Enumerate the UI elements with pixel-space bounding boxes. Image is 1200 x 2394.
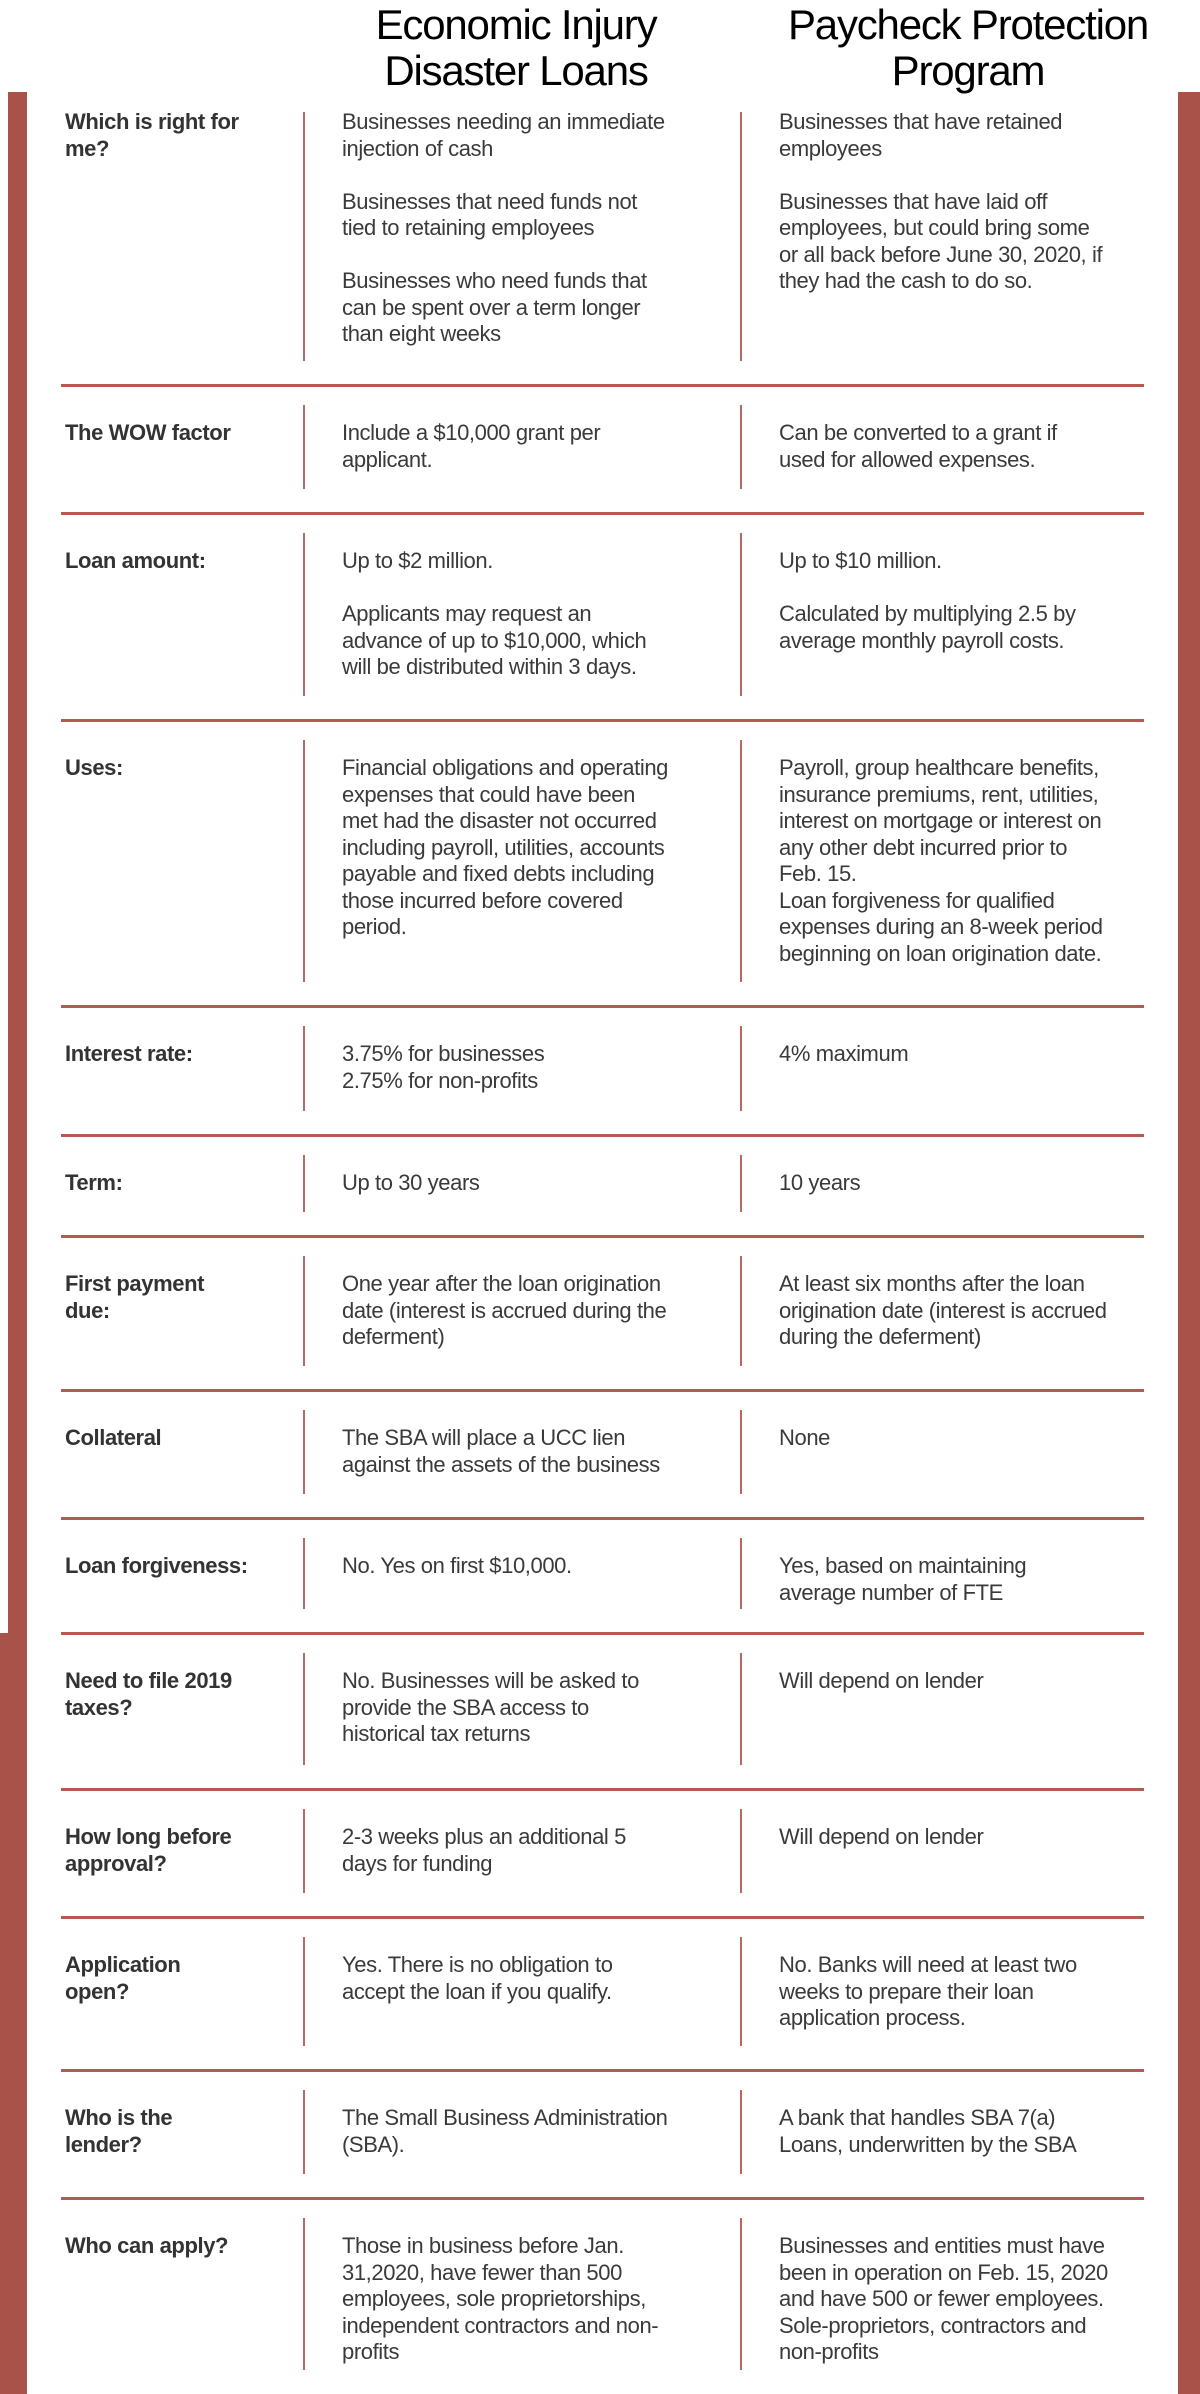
row-separator [61,1916,1144,1919]
row-label: Application open? [65,1952,181,2004]
row-label: Uses: [65,755,123,780]
eidl-cell [342,548,646,681]
ppp-cell [779,1170,860,1197]
column-divider [740,1410,742,1494]
ppp-cell-paragraph: 10 years [779,1170,861,1195]
ppp-cell [779,2105,1076,2158]
column-divider [740,112,742,361]
eidl-cell [342,109,665,348]
ppp-cell-paragraph: At least six months after the loan origination date (interest is accrued during the deferment) [779,1271,1107,1349]
ppp-cell [779,2233,1108,2366]
column-divider [303,2090,305,2174]
table-row [0,1135,1200,1236]
ppp-cell-paragraph: Businesses and entities must have been in operation on Feb. 15, 2020 and have 500 or fewer employees. Sole-proprietors, contractors and non-profits [779,2233,1108,2364]
ppp-cell-paragraph: Can be converted to a grant if used for allowed expenses. [779,420,1057,472]
column-divider [303,1026,305,1111]
row-label: How long before approval? [65,1824,232,1876]
row-separator [61,1134,1144,1137]
eidl-cell [342,420,600,473]
table-row [0,1390,1200,1518]
ppp-cell [779,1041,908,1068]
eidl-cell [342,1425,660,1478]
table-row [0,2070,1200,2198]
row-label: Collateral [65,1425,162,1450]
row-separator [61,1389,1144,1392]
column-divider [740,2218,742,2370]
row-label: The WOW factor [65,420,231,445]
ppp-cell-paragraph: Businesses that have retained employees [779,109,1063,161]
eidl-cell-paragraph: The Small Business Administration (SBA). [342,2105,668,2157]
row-label: First payment due: [65,1271,205,1323]
row-separator [61,2197,1144,2200]
column-divider [740,740,742,982]
column-divider [740,1026,742,1111]
column-divider [740,1256,742,1366]
ppp-cell-paragraph: Businesses that have laid off employees, but could bring some or all back before June 30, 2020, if they had the cash to do so. [779,188,1103,293]
eidl-cell-paragraph: Up to 30 years [342,1170,480,1195]
ppp-cell-paragraph: Yes, based on maintaining average number of FTE [779,1553,1027,1605]
eidl-cell-paragraph: Up to $2 million. [342,548,493,573]
column-divider [740,1937,742,2046]
eidl-cell-paragraph: The SBA will place a UCC lien against the assets of the business [342,1425,660,1477]
row-separator [61,1632,1144,1635]
ppp-cell-paragraph: 4% maximum [779,1041,909,1066]
column-divider [740,2090,742,2174]
eidl-cell [342,2233,658,2366]
ppp-cell-paragraph: Will depend on lender [779,1668,984,1693]
table-row [0,720,1200,1006]
column-divider [303,1256,305,1366]
ppp-column-title: Paycheck Protection Program [787,1,1149,94]
column-divider [303,1809,305,1893]
eidl-column-title: Economic Injury Disaster Loans [375,1,657,94]
row-label: Term: [65,1170,123,1195]
row-separator [61,1788,1144,1791]
table-row [0,92,1200,385]
column-divider [303,1653,305,1765]
row-separator [61,1005,1144,1008]
eidl-cell [342,1170,479,1197]
table-row [0,385,1200,513]
column-divider [303,740,305,982]
eidl-cell [342,1271,666,1351]
table-row [0,1633,1200,1789]
row-separator [61,719,1144,722]
column-divider [303,1538,305,1609]
row-label: Which is right for me? [65,109,239,161]
table-row [0,1236,1200,1390]
eidl-cell-paragraph: Businesses who need funds that can be spent over a term longer than eight weeks [342,268,647,346]
table-row [0,2198,1200,2394]
row-separator [61,1235,1144,1238]
row-separator [61,2069,1144,2072]
column-divider [740,1538,742,1609]
table-row [0,1789,1200,1917]
ppp-cell [779,1271,1107,1351]
eidl-cell [342,1668,639,1748]
column-divider [303,112,305,361]
eidl-cell-paragraph: Yes. There is no obligation to accept the loan if you qualify. [342,1952,613,2004]
eidl-cell [342,755,668,941]
row-label: Who is the lender? [65,2105,173,2157]
eidl-cell-paragraph: 2-3 weeks plus an additional 5 days for funding [342,1824,626,1876]
column-divider [740,1155,742,1212]
table-row [0,1917,1200,2070]
ppp-cell [779,1668,983,1695]
row-label: Interest rate: [65,1041,193,1066]
ppp-cell-paragraph: Up to $10 million. [779,548,942,573]
ppp-cell-paragraph: Will depend on lender [779,1824,984,1849]
eidl-cell-paragraph: Include a $10,000 grant per applicant. [342,420,601,472]
row-separator [61,1517,1144,1520]
row-separator [61,384,1144,387]
ppp-cell-paragraph: Calculated by multiplying 2.5 by average monthly payroll costs. [779,601,1076,653]
ppp-cell [779,548,1076,654]
eidl-cell [342,1824,626,1877]
eidl-cell-paragraph: Financial obligations and operating expenses that could have been met had the disaster not occurred including payroll, utilities, accounts payable and fixed debts including those incurred before covered period. [342,755,669,939]
eidl-cell-paragraph: Businesses that need funds not tied to retaining employees [342,188,637,240]
eidl-cell [342,1041,544,1094]
ppp-cell-paragraph: No. Banks will need at least two weeks to prepare their loan application process. [779,1952,1077,2030]
column-divider [740,533,742,696]
ppp-cell-paragraph: A bank that handles SBA 7(a) Loans, underwritten by the SBA [779,2105,1077,2157]
eidl-cell-paragraph: One year after the loan origination date (interest is accrued during the deferment) [342,1271,667,1349]
table-row [0,513,1200,720]
column-divider [303,533,305,696]
ppp-cell-paragraph: Payroll, group healthcare benefits, insurance premiums, rent, utilities, interest on mortgage or interest on any other debt incurred prior to Feb. 15. Loan forgiveness for qualified expenses during an 8-week period beginning on loan origination date. [779,755,1103,966]
eidl-cell-paragraph: 3.75% for businesses 2.75% for non-profits [342,1041,545,1093]
table-row [0,1006,1200,1135]
eidl-cell-paragraph: Businesses needing an immediate injection of cash [342,109,665,161]
ppp-cell [779,1824,983,1851]
eidl-cell [342,2105,668,2158]
column-divider [303,1410,305,1494]
ppp-cell [779,755,1103,967]
ppp-cell [779,1553,1026,1606]
column-divider [740,1809,742,1893]
ppp-cell [779,420,1057,473]
eidl-cell-paragraph: Those in business before Jan. 31,2020, have fewer than 500 employees, sole proprietorships, independent contractors and non- profits [342,2233,659,2364]
eidl-cell-paragraph: No. Businesses will be asked to provide the SBA access to historical tax returns [342,1668,639,1746]
ppp-cell [779,1952,1077,2032]
column-divider [303,405,305,489]
table-row [0,1518,1200,1633]
eidl-cell-paragraph: No. Yes on first $10,000. [342,1553,572,1578]
ppp-cell [779,1425,830,1452]
column-divider [740,405,742,489]
row-separator [61,512,1144,515]
row-label: Loan forgiveness: [65,1553,248,1578]
column-divider [303,1937,305,2046]
eidl-cell [342,1553,572,1580]
row-label: Loan amount: [65,548,206,573]
column-divider [740,1653,742,1765]
row-label: Need to file 2019 taxes? [65,1668,232,1720]
eidl-cell-paragraph: Applicants may request an advance of up to $10,000, which will be distributed within 3 days. [342,601,647,679]
comparison-table [0,92,1200,2394]
ppp-cell [779,109,1102,295]
column-divider [303,1155,305,1212]
row-label: Who can apply? [65,2233,229,2258]
ppp-cell-paragraph: None [779,1425,830,1450]
column-divider [303,2218,305,2370]
eidl-cell [342,1952,613,2005]
